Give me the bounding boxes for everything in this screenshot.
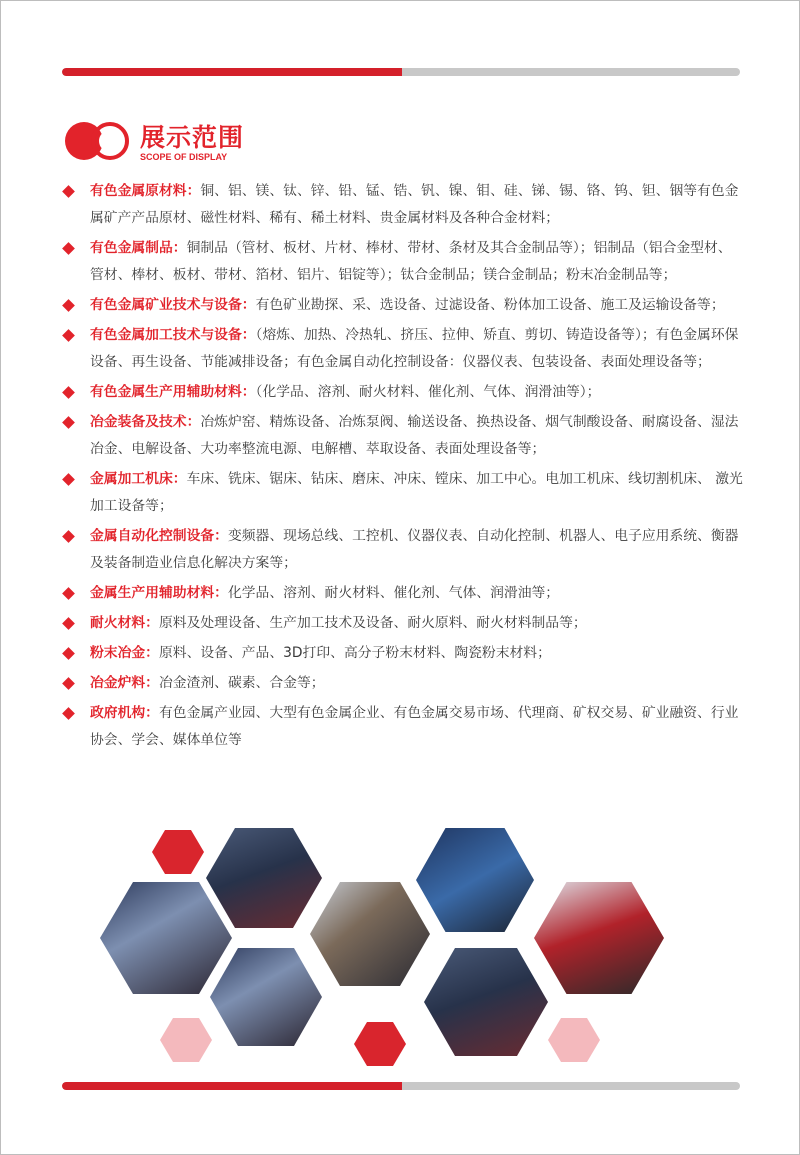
item-text: （化学品、溶剂、耐火材料、催化剂、气体、润滑油等）；	[255, 384, 601, 400]
item-text: 铜制品（管材、板材、片材、棒材、带材、条材及其合金制品等）；铝制品（铝合金型材、管材、棒材、板材、带材、箔材、铝片、铝锭等）；钛合金制品；镁合金制品；粉末冶金制品等；	[90, 240, 732, 283]
item-text: 冶金渣剂、碳素、合金等；	[158, 675, 325, 691]
list-item	[62, 580, 744, 607]
decor-hexagon	[152, 830, 204, 874]
list-item	[62, 700, 744, 754]
section-title: 展示范围	[140, 123, 245, 152]
item-label: 粉末冶金：	[90, 645, 159, 661]
item-label: 有色金属生产用辅助材料：	[90, 384, 256, 400]
diamond-bullet-icon	[62, 707, 75, 720]
diamond-bullet-icon	[62, 677, 75, 690]
item-label: 耐火材料：	[90, 615, 159, 631]
exhibition-photo	[424, 948, 548, 1056]
item-text: 冶炼炉窑、精炼设备、冶炼泵阀、输送设备、换热设备、烟气制酸设备、耐腐设备、湿法冶金、电解设备、大功率整流电源、电解槽、萃取设备、表面处理设备等；	[90, 414, 739, 457]
item-label: 冶金装备及技术：	[90, 414, 201, 430]
section-subtitle: SCOPE OF DISPLAY	[140, 152, 228, 162]
exhibition-photo	[416, 828, 534, 932]
top-divider-bar	[62, 68, 740, 76]
exhibition-photo	[100, 882, 232, 994]
item-text: 化学品、溶剂、耐火材料、催化剂、气体、润滑油等；	[227, 585, 560, 601]
diamond-bullet-icon	[62, 299, 75, 312]
diamond-bullet-icon	[62, 386, 75, 399]
item-text: 有色金属产业园、大型有色金属企业、有色金属交易市场、代理商、矿权交易、矿业融资、行业协会、学会、媒体单位等	[90, 705, 739, 748]
item-label: 有色金属制品：	[90, 240, 187, 256]
item-label: 有色金属原材料：	[90, 183, 201, 199]
exhibition-photo	[310, 882, 430, 986]
section-logo-icon	[64, 120, 134, 162]
list-item	[62, 466, 744, 520]
list-item	[62, 670, 744, 697]
diamond-bullet-icon	[62, 473, 75, 486]
item-label: 政府机构：	[90, 705, 159, 721]
item-text: 原料及处理设备、生产加工技术及设备、耐火原料、耐火材料制品等；	[158, 615, 587, 631]
item-label: 金属加工机床：	[90, 471, 187, 487]
list-item	[62, 235, 744, 289]
list-item	[62, 379, 744, 406]
item-text: 车床、铣床、锯床、钻床、磨床、冲床、镗床、加工中心。电加工机床、线切割机床、 激光加工设备等；	[90, 471, 743, 514]
item-text: 原料、设备、产品、3D打印、高分子粉末材料、陶瓷粉末材料；	[158, 645, 551, 661]
list-item	[62, 178, 744, 232]
item-label: 金属生产用辅助材料：	[90, 585, 228, 601]
diamond-bullet-icon	[62, 647, 75, 660]
exhibition-photo	[206, 828, 322, 928]
diamond-bullet-icon	[62, 242, 75, 255]
item-text: 有色矿业勘探、采、选设备、过滤设备、粉体加工设备、施工及运输设备等；	[255, 297, 725, 313]
item-text: （熔炼、加热、冷热轧、挤压、拉伸、矫直、剪切、铸造设备等）；有色金属环保设备、再生设备、节能减排设备；有色金属自动化控制设备：仪器仪表、包装设备、表面处理设备等；	[90, 327, 739, 370]
diamond-bullet-icon	[62, 587, 75, 600]
decor-hexagon	[548, 1018, 600, 1062]
exhibition-photo	[210, 948, 322, 1046]
diamond-bullet-icon	[62, 617, 75, 630]
diamond-bullet-icon	[62, 416, 75, 429]
list-item	[62, 610, 744, 637]
diamond-bullet-icon	[62, 329, 75, 342]
diamond-bullet-icon	[62, 530, 75, 543]
exhibition-photo	[534, 882, 664, 994]
list-item	[62, 523, 744, 577]
diamond-bullet-icon	[62, 185, 75, 198]
list-item	[62, 292, 744, 319]
display-scope-list	[62, 178, 744, 757]
list-item	[62, 409, 744, 463]
item-label: 冶金炉料：	[90, 675, 159, 691]
decor-hexagon	[354, 1022, 406, 1066]
item-label: 有色金属加工技术与设备：	[90, 327, 256, 343]
photo-hexagon-collage	[100, 820, 700, 1080]
item-label: 有色金属矿业技术与设备：	[90, 297, 256, 313]
item-text: 变频器、现场总线、工控机、仪器仪表、自动化控制、机器人、电子应用系统、衡器及装备制造业信息化解决方案等；	[90, 528, 739, 571]
item-text: 铜、铝、镁、钛、锌、铅、锰、锆、钒、镍、钼、硅、锑、锡、铬、钨、钽、铟等有色金属矿产产品原材、磁性材料、稀有、稀土材料、贵金属材料及各种合金材料；	[90, 183, 739, 226]
list-item	[62, 322, 744, 376]
bottom-divider-bar	[62, 1082, 740, 1090]
decor-hexagon	[160, 1018, 212, 1062]
item-label: 金属自动化控制设备：	[90, 528, 228, 544]
list-item	[62, 640, 744, 667]
